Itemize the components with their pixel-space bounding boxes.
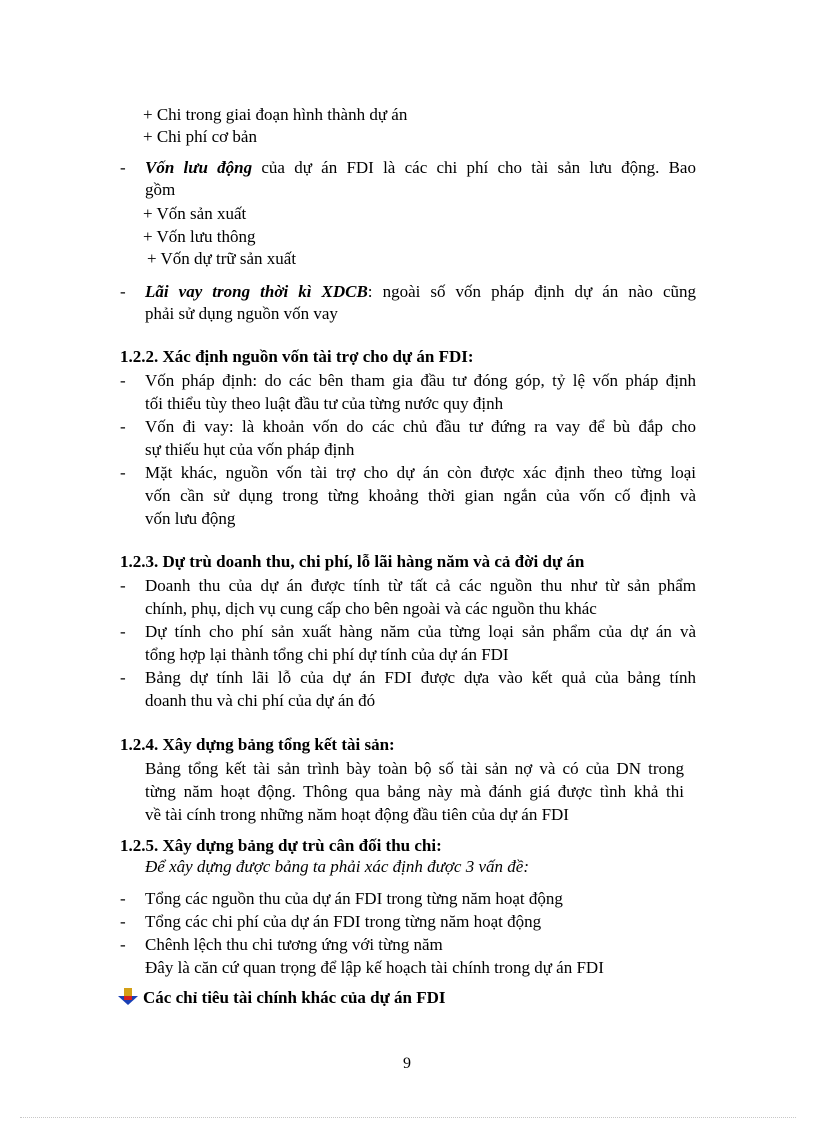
paragraph-line: Vốn pháp định: do các bên tham gia đầu tư đóng góp, tỷ lệ vốn pháp định [145,371,696,390]
section-heading: 1.2.3. Dự trù doanh thu, chi phí, lỗ lãi hàng năm và cả đời dự án [120,552,585,571]
section-heading: 1.2.4. Xây dựng bảng tổng kết tài sản: [120,735,395,754]
paragraph-line: Bảng dự tính lãi lỗ của dự án FDI được dựa vào kết quả của bảng tính [145,668,696,687]
dash-marker: - [120,158,126,177]
section-heading: 1.2.2. Xác định nguồn vốn tài trợ cho dự án FDI: [120,347,474,366]
paragraph-text: : ngoài số vốn pháp định dự án nào cũng [367,282,696,301]
paragraph-line: sự thiếu hụt của vốn pháp định [145,440,355,459]
bullet-item: + Vốn lưu thông [143,227,256,246]
bullet-item: + Vốn sản xuất [143,204,247,223]
paragraph-line: gồm [145,180,176,199]
paragraph-line: Đây là căn cứ quan trọng để lập kế hoạch tài chính trong dự án FDI [145,958,604,977]
dash-marker: - [120,417,126,436]
paragraph-line: Dự tính cho phí sản xuất hàng năm của từng loại sản phẩm của dự án và [145,622,696,641]
paragraph-line: tổng hợp lại thành tổng chi phí dự tính của dự án FDI [145,645,509,664]
intro-line: Để xây dựng được bảng ta phải xác định được 3 vấn đề: [145,857,529,876]
dash-marker: - [120,622,126,641]
dash-marker: - [120,935,126,954]
dash-marker: - [120,889,126,908]
dash-marker: - [120,576,126,595]
paragraph-line: vốn lưu động [145,509,236,528]
dash-marker: - [120,463,126,482]
term-von-luu-dong: Vốn lưu động [145,158,253,177]
paragraph-line: Doanh thu của dự án được tính từ tất cả các nguồn thu như từ sản phẩm [145,576,696,595]
paragraph-line: Bảng tổng kết tài sản trình bày toàn bộ số tài sản nợ và có của DN trong [145,759,684,778]
paragraph-line: doanh thu và chi phí của dự án đó [145,691,376,710]
paragraph-line: Vốn đi vay: là khoản vốn do các chủ đầu tư đứng ra vay để bù đắp cho [145,417,696,436]
dash-marker: - [120,282,126,301]
section-heading: 1.2.5. Xây dựng bảng dự trù cân đối thu chi: [120,836,442,855]
dash-marker: - [120,912,126,931]
page-number: 9 [403,1055,411,1072]
paragraph-line: tối thiểu tùy theo luật đầu tư của từng nước quy định [145,394,504,413]
list-item: Tổng các chi phí của dự án FDI trong từng năm hoạt động [145,912,542,931]
paragraph-line: chính, phụ, dịch vụ cung cấp cho bên ngoài và các nguồn thu khác [145,599,597,618]
dash-marker: - [120,371,126,390]
paragraph-text: của dự án FDI là các chi phí cho tài sản lưu động. Bao [252,158,696,177]
bottom-divider [20,1117,796,1118]
paragraph-line [145,157,696,179]
section-heading: Các chỉ tiêu tài chính khác của dự án FDI [143,988,446,1007]
paragraph-line [145,281,696,303]
paragraph-line: phải sử dụng nguồn vốn vay [145,304,338,323]
arrow-down-bullet-icon [118,988,138,1006]
paragraph-line: vốn cần sử dụng trong từng khoảng thời gian ngắn của vốn cố định và [145,486,696,505]
paragraph-line: Mặt khác, nguồn vốn tài trợ cho dự án còn được xác định theo từng loại [145,463,696,482]
list-item: Chênh lệch thu chi tương ứng với từng năm [145,935,443,954]
bullet-item: + Vốn dự trữ sản xuất [147,249,297,268]
list-item: Tổng các nguồn thu của dự án FDI trong từng năm hoạt động [145,889,563,908]
bullet-item: + Chi trong giai đoạn hình thành dự án [143,105,408,124]
dash-marker: - [120,668,126,687]
bullet-item: + Chi phí cơ bản [143,127,257,146]
paragraph-line: từng năm hoạt động. Thông qua bảng này mà đánh giá được tình khả thi [145,782,684,801]
term-lai-vay: Lãi vay trong thời kì XDCB [145,282,368,301]
paragraph-line: về tài cính trong những năm hoạt động đầu tiên của dự án FDI [145,805,569,824]
